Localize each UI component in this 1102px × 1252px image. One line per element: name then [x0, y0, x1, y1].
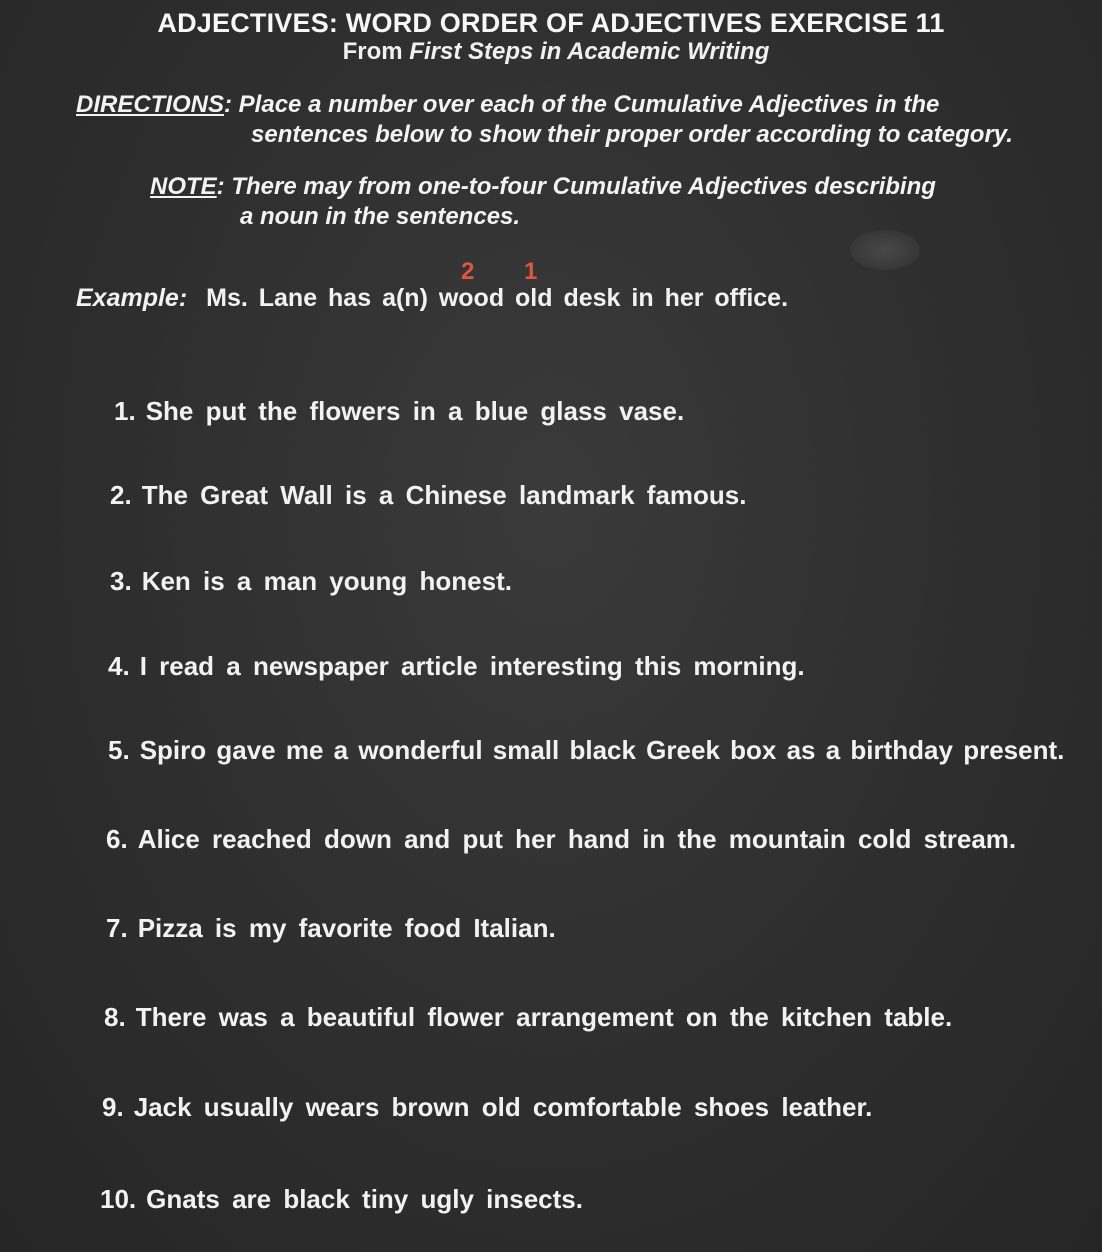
exercise-number: 8.	[104, 1002, 126, 1032]
directions-block	[76, 90, 1076, 150]
exercise-number: 5.	[108, 735, 130, 765]
example-label: Example:	[76, 284, 188, 312]
exercise-sentence: The Great Wall is a Chinese landmark famous.	[141, 480, 747, 510]
note-text-1: : There may from one-to-four Cumulative Adjectives describing	[216, 173, 936, 200]
exercise-item-3	[110, 566, 512, 597]
exercise-item-8	[104, 1002, 952, 1033]
exercise-item-4	[108, 651, 805, 682]
note-line-1	[150, 172, 1050, 202]
page-subtitle	[0, 38, 1102, 66]
exercise-item-6	[106, 824, 1016, 855]
exercise-number: 3.	[110, 566, 132, 596]
exercise-sentence: There was a beautiful flower arrangement on the kitchen table.	[135, 1002, 953, 1032]
page-title: ADJECTIVES: WORD ORDER OF ADJECTIVES EXERCISE 11	[157, 8, 945, 38]
exercise-sentence: Alice reached down and put her hand in the mountain cold stream.	[137, 824, 1017, 854]
directions-text-1: : Place a number over each of the Cumulative Adjectives in the	[224, 91, 940, 118]
example-order-number-wood: 2	[461, 258, 475, 285]
exercise-sentence: She put the flowers in a blue glass vase.	[145, 396, 685, 426]
note-block	[150, 172, 1050, 232]
example-text: Ms. Lane has a(n) wood old desk in her office.	[206, 284, 789, 312]
example-sentence	[76, 284, 1076, 313]
exercise-number: 4.	[108, 651, 130, 681]
example-order-number-old: 1	[524, 258, 538, 285]
exercise-sentence: Spiro gave me a wonderful small black Greek box as a birthday present.	[139, 735, 1065, 765]
exercise-sentence: Jack usually wears brown old comfortable shoes leather.	[133, 1092, 873, 1122]
exercise-item-5	[108, 735, 1064, 766]
exercise-item-1	[114, 396, 684, 427]
screen-glare	[850, 230, 920, 270]
exercise-number: 6.	[106, 824, 128, 854]
exercise-item-10	[100, 1184, 583, 1215]
exercise-item-2	[110, 480, 746, 511]
exercise-item-9	[102, 1092, 872, 1123]
note-line-2: a noun in the sentences.	[240, 203, 521, 230]
directions-label: DIRECTIONS	[76, 91, 225, 118]
exercise-number: 10.	[100, 1184, 137, 1214]
exercise-sentence: I read a newspaper article interesting this morning.	[139, 651, 805, 681]
exercise-number: 7.	[106, 913, 128, 943]
exercise-item-7	[106, 913, 556, 944]
exercise-number: 1.	[114, 396, 136, 426]
directions-line-1	[76, 90, 1076, 120]
exercise-sentence: Pizza is my favorite food Italian.	[137, 913, 556, 943]
exercise-sentence: Ken is a man young honest.	[141, 566, 512, 596]
subtitle-book-title: First Steps in Academic Writing	[409, 38, 770, 65]
exercise-sentence: Gnats are black tiny ugly insects.	[146, 1184, 583, 1214]
directions-line-2: sentences below to show their proper order according to category.	[251, 121, 1013, 148]
exercise-number: 2.	[110, 480, 132, 510]
exercise-number: 9.	[102, 1092, 124, 1122]
subtitle-prefix: From	[342, 38, 410, 65]
note-label: NOTE	[150, 173, 217, 200]
